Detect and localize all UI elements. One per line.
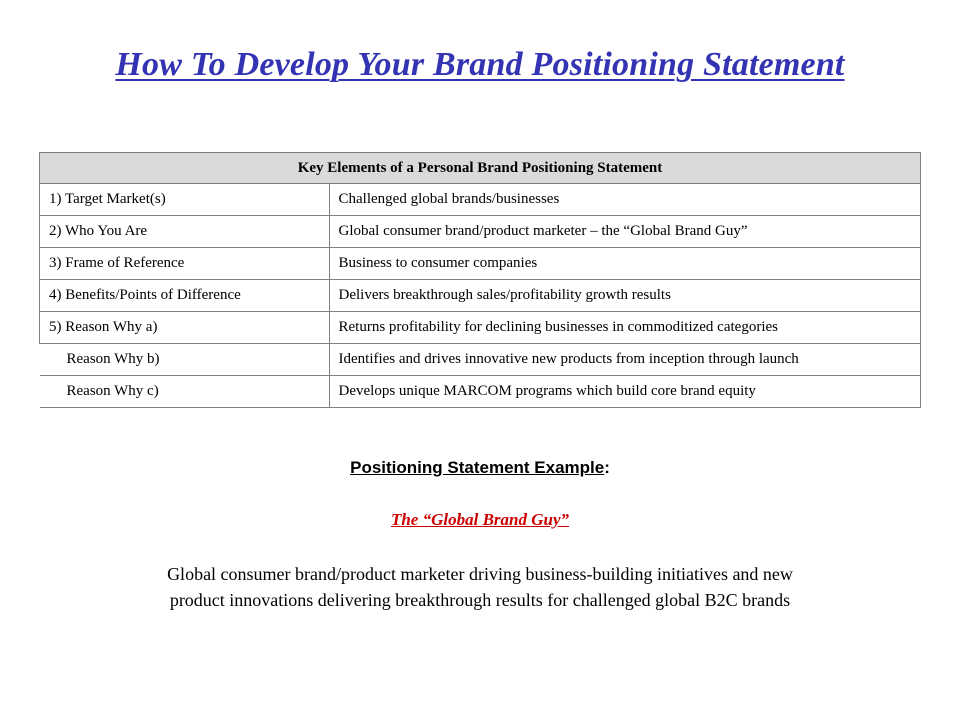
table-header: Key Elements of a Personal Brand Positioning Statement — [40, 153, 921, 184]
element-label: 2) Who You Are — [40, 216, 330, 248]
example-heading-label: Positioning Statement Example — [350, 458, 605, 477]
element-label: Reason Why c) — [40, 376, 330, 408]
example-statement — [80, 561, 880, 613]
element-value: Challenged global brands/businesses — [329, 184, 921, 216]
table-row — [40, 216, 921, 248]
element-label: Reason Why b) — [40, 344, 330, 376]
table-header-row — [40, 153, 921, 184]
element-label: 4) Benefits/Points of Difference — [40, 280, 330, 312]
element-value: Identifies and drives innovative new products from inception through launch — [329, 344, 921, 376]
statement-line: Global consumer brand/product marketer driving business-building initiatives and new — [167, 564, 793, 584]
statement-line: product innovations delivering breakthrough results for challenged global B2C brands — [169, 590, 791, 610]
table-row — [40, 184, 921, 216]
element-value: Returns profitability for declining businesses in commoditized categories — [329, 312, 921, 344]
table-row — [40, 312, 921, 344]
slide-title: How To Develop Your Brand Positioning Statement — [115, 46, 845, 83]
element-value: Business to consumer companies — [329, 248, 921, 280]
element-label: 1) Target Market(s) — [40, 184, 330, 216]
table-row — [40, 344, 921, 376]
key-elements-table — [39, 152, 921, 408]
element-value: Develops unique MARCOM programs which build core brand equity — [329, 376, 921, 408]
element-value: Delivers breakthrough sales/profitability growth results — [329, 280, 921, 312]
example-heading-colon: : — [604, 458, 610, 477]
table-row — [40, 248, 921, 280]
element-label: 5) Reason Why a) — [40, 312, 330, 344]
example-heading — [0, 458, 960, 478]
example-brand-name: The “Global Brand Guy” — [390, 510, 570, 529]
table-row — [40, 280, 921, 312]
element-value: Global consumer brand/product marketer – the “Global Brand Guy” — [329, 216, 921, 248]
element-label: 3) Frame of Reference — [40, 248, 330, 280]
table-row — [40, 376, 921, 408]
